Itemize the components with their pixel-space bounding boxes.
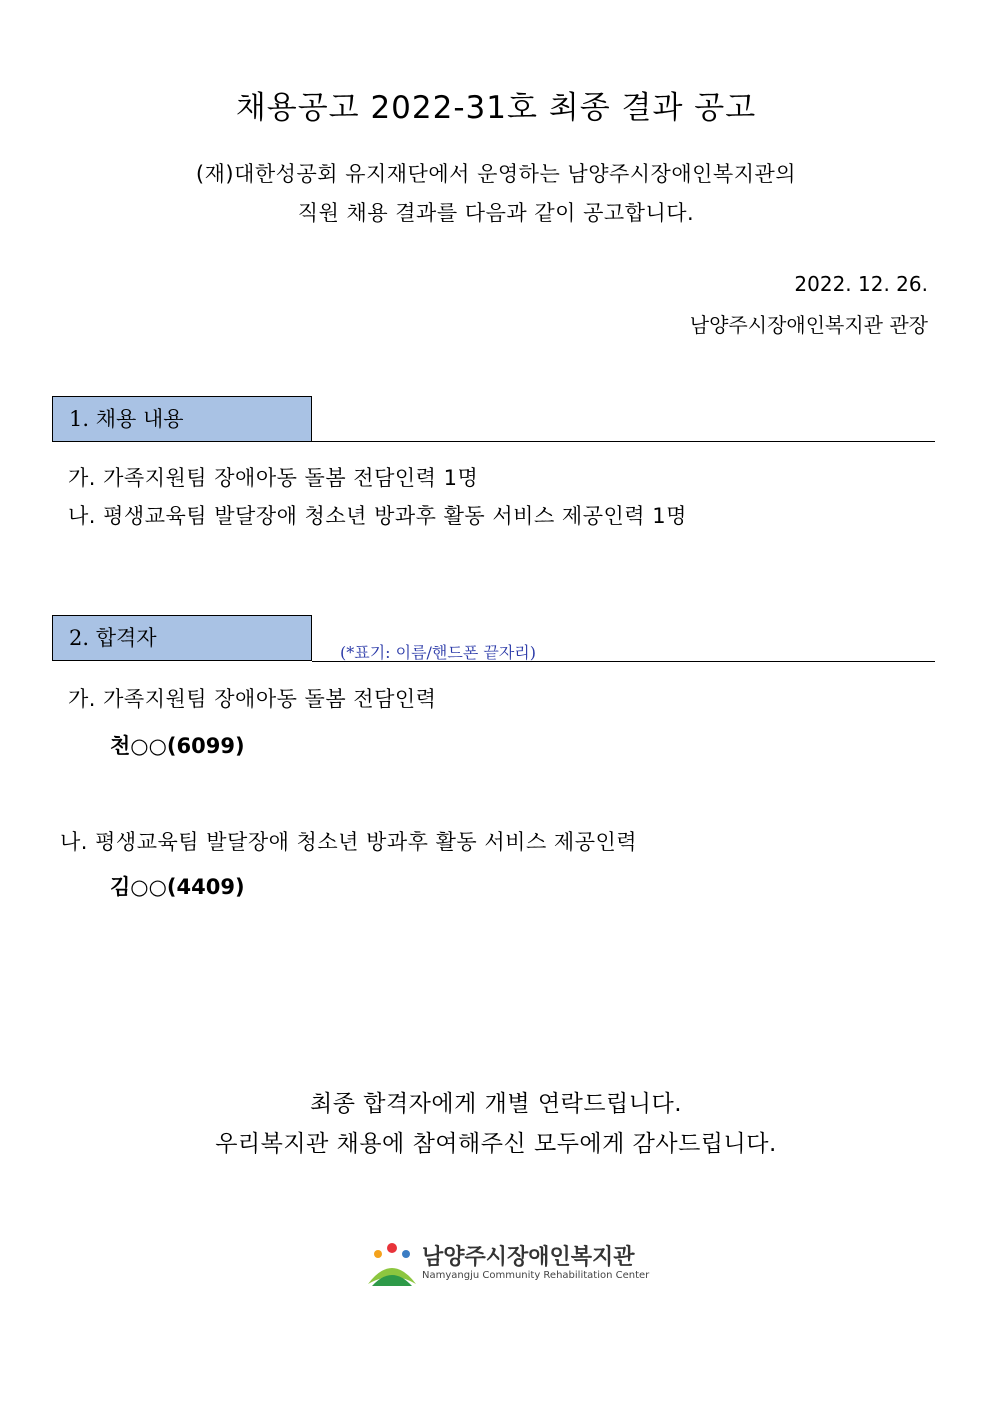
center-logo bbox=[366, 1240, 650, 1290]
section-1-item-2: 나. 평생교육팀 발달장애 청소년 방과후 활동 서비스 제공인력 1명 bbox=[68, 504, 687, 528]
section-1-heading: 1. 채용 내용 bbox=[52, 396, 312, 442]
intro-line-2: 직원 채용 결과를 다음과 같이 공고합니다. bbox=[297, 201, 695, 225]
logo-dot-red bbox=[387, 1243, 397, 1253]
issuer: 남양주시장애인복지관 관장 bbox=[689, 313, 928, 337]
logo-dot-orange bbox=[374, 1250, 382, 1258]
section-2-divider bbox=[312, 661, 935, 662]
group-2-result: 김○○(4409) bbox=[110, 875, 245, 899]
logo-name-korean: 남양주시장애인복지관 bbox=[422, 1245, 635, 1270]
logo-dot-blue bbox=[402, 1250, 410, 1258]
notice-date: 2022. 12. 26. bbox=[794, 272, 928, 296]
closing-line-2: 우리복지관 채용에 참여해주신 모두에게 감사드립니다. bbox=[215, 1131, 777, 1157]
logo-name-english: Namyangju Community Rehabilitation Center bbox=[422, 1270, 650, 1281]
section-1-divider bbox=[312, 441, 935, 442]
closing-line-1: 최종 합격자에게 개별 연락드립니다. bbox=[309, 1091, 682, 1117]
section-2-heading: 2. 합격자 bbox=[52, 615, 312, 661]
page-title: 채용공고 2022-31호 최종 결과 공고 bbox=[235, 90, 757, 126]
group-1-label: 가. 가족지원팀 장애아동 돌봄 전담인력 bbox=[68, 687, 437, 711]
logo-emblem-icon bbox=[366, 1240, 418, 1288]
section-1-item-1: 가. 가족지원팀 장애아동 돌봄 전담인력 1명 bbox=[68, 466, 479, 490]
section-2-note: (*표기: 이름/핸드폰 끝자리) bbox=[340, 643, 536, 662]
group-1-result: 천○○(6099) bbox=[110, 734, 245, 758]
intro-line-1: (재)대한성공회 유지재단에서 운영하는 남양주시장애인복지관의 bbox=[195, 162, 797, 186]
group-2-label: 나. 평생교육팀 발달장애 청소년 방과후 활동 서비스 제공인력 bbox=[60, 830, 638, 854]
